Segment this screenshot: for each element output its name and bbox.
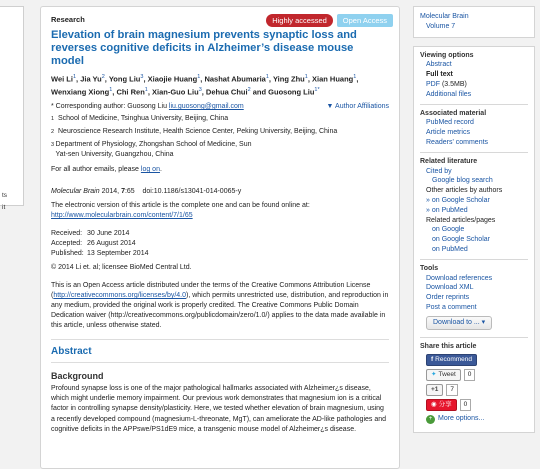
log-on-link[interactable]: log on (140, 166, 160, 173)
google-blog-search-link[interactable]: Google blog search (432, 177, 493, 185)
facebook-row (426, 354, 528, 366)
download-to-label: Download to ... (433, 318, 480, 326)
journal-box (413, 6, 535, 38)
related-google-link[interactable]: on Google (432, 226, 465, 234)
arrow-icon: » (426, 206, 432, 214)
author-name[interactable]: Wenxiang Xiong (51, 87, 110, 96)
share-cn-label: 分享 (438, 401, 452, 409)
facebook-recommend-button[interactable] (426, 354, 477, 366)
facebook-icon: f (431, 356, 434, 364)
article-type-label: Research (51, 15, 85, 24)
chevron-down-icon: ▾ (481, 318, 486, 326)
author-name[interactable]: Ying Zhu (272, 74, 305, 84)
date-label: Published: (51, 250, 84, 257)
cite-doi: doi:10.1186/s13041-014-0065-y (142, 188, 242, 195)
twitter-row (426, 369, 528, 381)
author-affiliation-number: 3 (140, 74, 144, 80)
options-box (413, 46, 535, 434)
author-name[interactable]: Wei Li (51, 74, 73, 84)
related-literature-heading: Related literature (420, 152, 528, 167)
author-list: Wei Li$^1$, Jia Yu$^2$, Yong Liu$^3$, Xiaojie Huang$^1$, Nashat Abumaria$^1$, Ying Zhu$^1$, Xian Huang$^1$, Wenxiang Xiong$^1$, Chi Ren$^1$, Xian-Guo Liu$^3$, Dehua Chui$^2$ and Guosong Liu$^{1*}$ (51, 74, 359, 96)
divider (51, 362, 389, 363)
article-title: Elevation of brain magnesium prevents synaptic loss and reverses cognitive deficits in Alzheimer’s disease mouse model (51, 29, 357, 67)
tools-heading: Tools (420, 259, 528, 274)
date-value: 26 August 2014 (87, 240, 136, 247)
dates (51, 229, 389, 259)
author-affiliation-number: 1 (304, 74, 308, 80)
cite-page: :65 (124, 188, 135, 195)
corr-prefix: * Corresponding author: Guosong Liu (51, 103, 167, 110)
author-affiliation-number: 1* (314, 86, 320, 93)
pdf-link[interactable]: PDF (426, 80, 440, 88)
tweet-button[interactable] (426, 369, 461, 381)
badges (266, 14, 393, 27)
readers-comments-link[interactable]: Readers' comments (426, 138, 489, 146)
aff-text: School of Medicine, Tsinghua University, Beijing, China (58, 115, 229, 122)
author-name[interactable]: Xian-Guo Liu (152, 87, 199, 96)
more-options-link[interactable]: More options... (438, 415, 485, 423)
aff-number: 2 (51, 129, 55, 135)
author-affiliation-number: 3 (198, 86, 202, 93)
author-affiliation-number: 1 (197, 74, 201, 80)
aff-number: 1 (51, 116, 55, 122)
other-pubmed-link[interactable]: on PubMed (431, 206, 468, 214)
date-accepted (51, 239, 389, 249)
author-affiliation-number: 2 (247, 86, 251, 93)
volume-link[interactable]: Volume 7 (426, 22, 456, 30)
pubmed-record-link[interactable]: PubMed record (426, 119, 474, 127)
pdf-size: (3.5MB) (440, 80, 467, 88)
electronic-text: The electronic version of this article is the complete one and can be found online at: (51, 202, 310, 209)
author-name[interactable]: Xian Huang (312, 74, 354, 84)
author-name[interactable]: Chi Ren (116, 87, 145, 96)
abstract-link[interactable]: Abstract (426, 61, 452, 69)
author-affiliation-number: 1 (265, 74, 269, 80)
post-comment-link[interactable]: Post a comment (426, 303, 477, 311)
license-text-2: ), which permits unrestricted use, distribution, and reproduction in any medium, provided the original work is properly credited. The Creative Commons Public Domain Dedication waiver (http://creativecommons.org/publicdomain/zero/1.0/) applies to the data made available in this article, unless otherwise stated. (51, 292, 389, 329)
author-name[interactable]: Xiaojie Huang (147, 74, 198, 84)
cite-volume: 7 (121, 188, 125, 195)
article-panel (40, 6, 400, 469)
weibo-row (426, 399, 528, 411)
full-text-current: Full text (426, 71, 453, 79)
aff-text: Department of Physiology, Zhongshan School of Medicine, Sun Yat-sen University, Guangzhou, China (55, 141, 252, 158)
sidebar (413, 6, 535, 469)
affiliation-item (51, 140, 389, 160)
electronic-version (51, 201, 389, 221)
highly-accessed-badge[interactable]: Highly accessed (266, 14, 333, 27)
left-panel-text-1: ts (2, 192, 8, 199)
corr-line (51, 103, 244, 110)
other-articles-label: Other articles by authors (426, 187, 503, 195)
corr-email-link[interactable]: liu.guosong@gmail.com (168, 103, 244, 110)
share-heading: Share this article (420, 337, 528, 352)
associated-material-heading: Associated material (420, 104, 528, 119)
order-reprints-link[interactable]: Order reprints (426, 294, 470, 302)
emails-text: For all author emails, please (51, 166, 139, 173)
citation (51, 187, 389, 197)
author-name[interactable]: Yong Liu (108, 74, 141, 84)
author-affiliation-number: 1 (144, 86, 148, 93)
related-pages-label: Related articles/pages (426, 216, 496, 224)
left-panel-text-2: it (2, 204, 6, 211)
open-access-badge[interactable]: Open Access (337, 14, 393, 27)
arrow-icon: » (426, 196, 432, 204)
author-affiliations-toggle[interactable]: ▼ Author Affiliations (326, 103, 389, 110)
recommend-label: Recommend (435, 356, 473, 364)
divider (51, 339, 389, 340)
date-label: Accepted: (51, 240, 83, 247)
plus-circle-icon: + (426, 415, 435, 424)
copyright: © 2014 Li et. al; licensee BioMed Central Ltd. (51, 264, 192, 271)
affiliation-item (51, 127, 389, 137)
license (51, 281, 389, 331)
plus-count: 7 (446, 384, 458, 396)
date-received (51, 229, 389, 239)
cite-year: 2014, (99, 188, 122, 195)
aff-number: 3 (51, 142, 55, 148)
author-emails-note: For all author emails, please log on. (51, 166, 162, 173)
author-name[interactable]: Dehua Chui (205, 87, 248, 96)
additional-files-link[interactable]: Additional files (426, 90, 472, 98)
tweet-count: 0 (464, 369, 476, 381)
date-value: 30 June 2014 (87, 230, 130, 237)
viewing-options-heading: Viewing options (420, 51, 474, 59)
author-name[interactable]: Guosong Liu (268, 87, 315, 96)
gplus-row (426, 384, 528, 396)
author-affiliation-number: 2 (101, 74, 105, 80)
tweet-label: Tweet (438, 371, 456, 379)
author-affiliation-number: 1 (353, 74, 357, 80)
license-text-1: This is an Open Access article distributed under the terms of the Creative Commons Attribution License ( (51, 282, 371, 299)
article-metrics-link[interactable]: Article metrics (426, 129, 470, 137)
cite-journal: Molecular Brain (51, 188, 100, 195)
google-plus-button[interactable]: +1 (426, 384, 443, 396)
background-text: Profound synapse loss is one of the major pathological hallmarks associated with Alzheimer¿s disease, which might underlie memory impairment. Our previous work demonstrates that magnesium ion is a critical factor in controlling synapse density/plasticity. Here, we tested whether elevation of brain magnesium, using a recently developed compound (magnesium-L-threonate, MgT), can ameliorate the AD-like pathologies and cognitive deficits in the APPswe/PS1dE9 mice, a transgenic mouse model of Alzheimer¿s disease. (51, 385, 387, 433)
weibo-icon: ◉ (431, 401, 437, 409)
author-affiliation-number: 1 (72, 74, 77, 80)
article-url-link[interactable]: http://www.molecularbrain.com/content/7/1/65 (51, 212, 193, 219)
twitter-bird-icon: ✦ (431, 371, 437, 379)
author-name[interactable]: Jia Yu (80, 74, 102, 84)
weibo-share-button[interactable] (426, 399, 457, 411)
related-pubmed-link[interactable]: on PubMed (432, 245, 468, 253)
share-count: 0 (460, 399, 472, 411)
author-name[interactable]: Nashat Abumaria (204, 74, 266, 84)
journal-link[interactable]: Molecular Brain (420, 13, 469, 20)
download-to-button[interactable] (426, 316, 492, 330)
background-heading: Background (51, 371, 104, 381)
related-scholar-link[interactable]: on Google Scholar (432, 236, 490, 244)
download-references-link[interactable]: Download references (426, 274, 493, 282)
abstract-heading: Abstract (51, 346, 92, 357)
cited-by-link[interactable]: Cited by (426, 167, 452, 175)
author-affiliation-number: 1 (109, 86, 113, 93)
left-panel (0, 6, 24, 211)
other-scholar-link[interactable]: on Google Scholar (431, 196, 490, 204)
date-published (51, 249, 389, 259)
corresponding-author (51, 103, 389, 110)
license-link[interactable]: http://creativecommons.org/licenses/by/4.0 (53, 292, 187, 299)
affiliation-item (51, 114, 389, 124)
more-row (426, 414, 528, 424)
date-value: 13 September 2014 (87, 250, 149, 257)
affiliations (51, 114, 389, 160)
date-label: Received: (51, 230, 83, 237)
download-xml-link[interactable]: Download XML (426, 284, 474, 292)
aff-text: Neuroscience Research Institute, Health Science Center, Peking University, Beijing, China (58, 128, 338, 135)
